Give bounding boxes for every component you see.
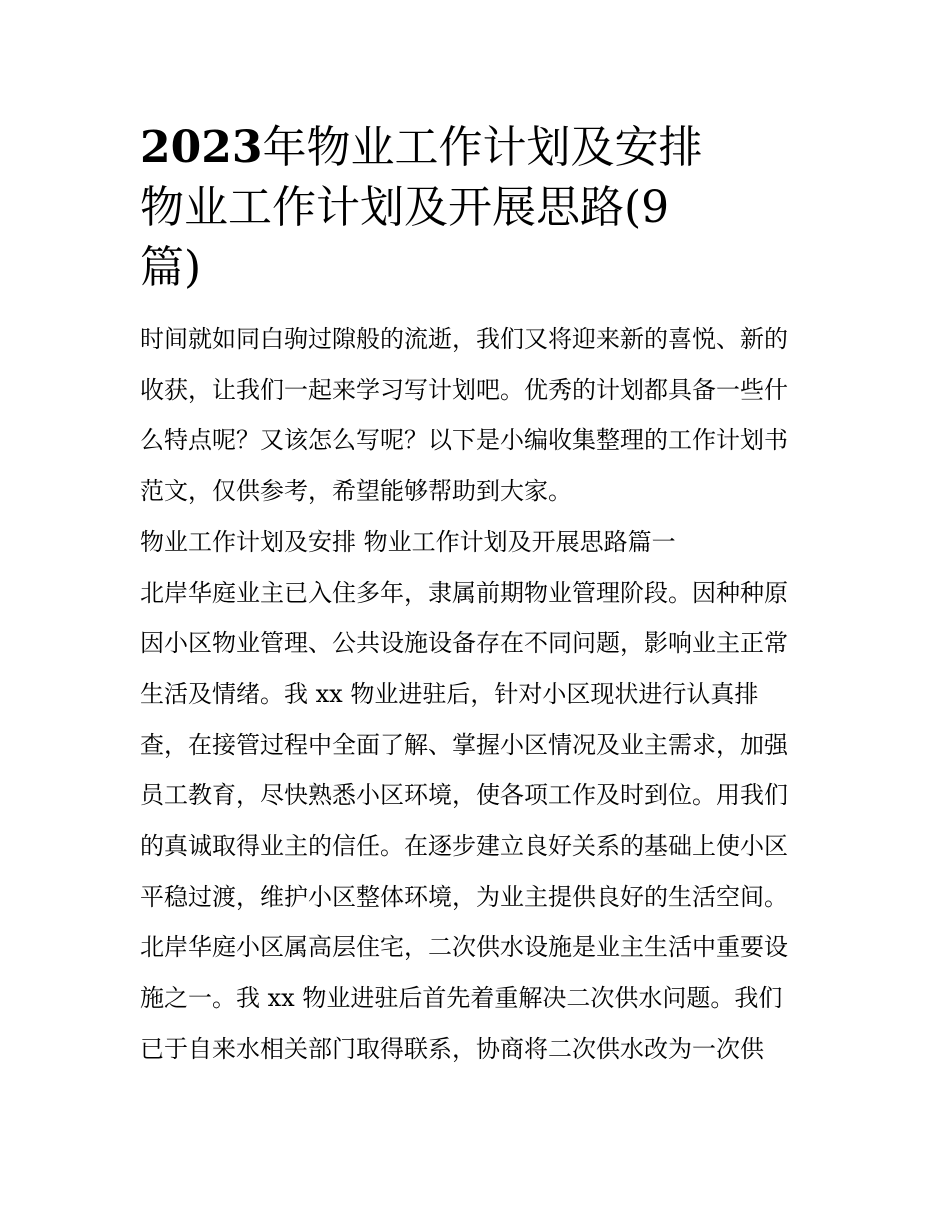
title-line-3: 篇) [140, 242, 202, 293]
body-line: 员工教育，尽快熟悉小区环境，使各项工作及时到位。用我们 [140, 781, 788, 810]
body-line: 时间就如同白驹过隙般的流逝，我们又将迎来新的喜悦、新的 [140, 325, 788, 353]
title-year: 2023 [140, 122, 263, 173]
title-line-1-text: 年物业工作计划及安排 [262, 122, 703, 173]
title-line-1 [140, 118, 816, 178]
section-heading: 物业工作计划及安排 物业工作计划及开展思路篇一 [140, 527, 676, 556]
body-line: 生活及情绪。我 xx 物业进驻后，针对小区现状进行认真排 [140, 679, 759, 708]
body-line: 的真诚取得业主的信任。在逐步建立良好关系的基础上使小区 [140, 832, 788, 861]
body-line: 北岸华庭业主已入住多年，隶属前期物业管理阶段。因种种原 [140, 578, 788, 607]
title-line-2: 物业工作计划及开展思路(9 [140, 182, 670, 233]
body-line: 施之一。我 xx 物业进驻后首先着重解决二次供水问题。我们 [140, 984, 783, 1013]
body-line: 平稳过渡，维护小区整体环境，为业主提供良好的生活空间。 [140, 882, 788, 911]
document-body [140, 314, 816, 1075]
document-title [140, 118, 816, 298]
body-line: 因小区物业管理、公共设施设备存在不同问题，影响业主正常 [140, 629, 788, 658]
body-line: 范文，仅供参考，希望能够帮助到大家。 [140, 477, 572, 506]
body-line: 收获，让我们一起来学习写计划吧。优秀的计划都具备一些什 [140, 375, 788, 404]
body-line: 查，在接管过程中全面了解、掌握小区情况及业主需求，加强 [140, 730, 788, 759]
body-line: 北岸华庭小区属高层住宅，二次供水设施是业主生活中重要设 [140, 933, 788, 962]
body-line: 么特点呢？又该怎么写呢？以下是小编收集整理的工作计划书 [140, 426, 788, 455]
document-page [140, 118, 816, 1075]
body-line: 已于自来水相关部门取得联系，协商将二次供水改为一次供 [140, 1034, 764, 1063]
